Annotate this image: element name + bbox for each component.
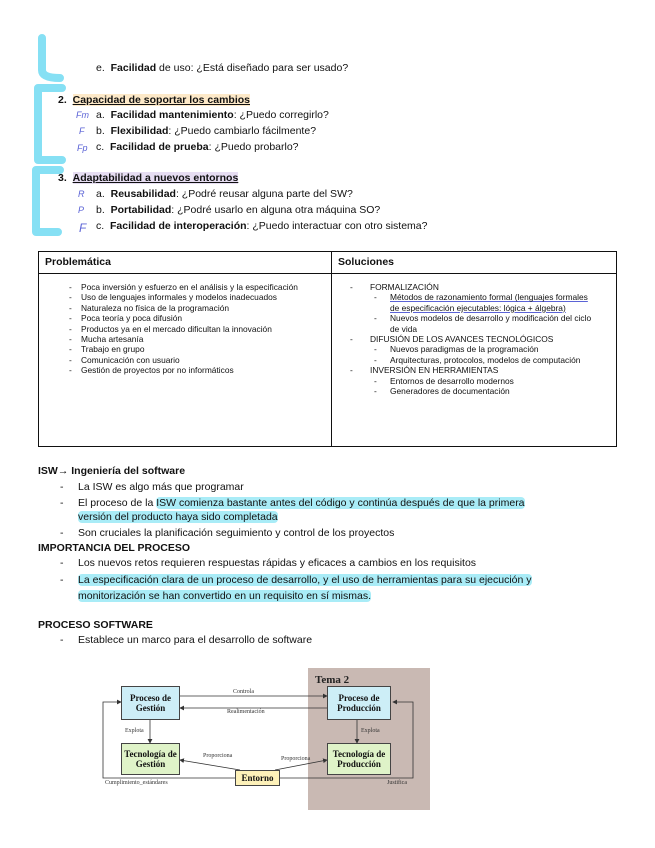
dash: - — [60, 634, 64, 646]
box-proceso-gestion: Proceso de Gestión — [121, 686, 180, 720]
list-item: - Uso de lenguajes informales y modelos inadecuados — [65, 292, 325, 302]
list-item: - Arquitecturas, protocolos, modelos de computación — [370, 355, 592, 365]
solutions-list — [346, 282, 592, 396]
table-header-solutions: Soluciones — [332, 252, 617, 274]
label-explota-right: Explota — [361, 728, 380, 734]
box-tecnologia-produccion: Tecnología de Producción — [327, 743, 391, 775]
label-controla: Controla — [233, 689, 254, 695]
handwritten-note: Fm — [76, 110, 89, 120]
list-item: c. Facilidad de prueba: ¿Puedo probarlo? — [96, 141, 299, 153]
tema-label: Tema 2 — [315, 674, 350, 686]
list-item: - Poca teoría y poca difusión — [65, 313, 325, 323]
list-item: - Productos ya en el mercado dificultan la innovación — [65, 324, 325, 334]
list-item: - Nuevos paradigmas de la programación — [370, 344, 592, 354]
dash: - — [60, 574, 64, 586]
table-header-problems: Problemática — [39, 252, 332, 274]
handwritten-note: F — [79, 126, 85, 136]
list-item-e: e. Facilidad de uso: ¿Está diseñado para ser usado? — [96, 62, 349, 74]
list-item: - Comunicación con usuario — [65, 355, 325, 365]
list-item: a. Reusabilidad: ¿Podré reusar alguna parte del SW? — [96, 188, 353, 200]
dash: - — [60, 527, 64, 539]
list-item: b. Flexibilidad: ¿Puedo cambiarlo fácilmente? — [96, 125, 317, 137]
label-proporciona-right: Proporciona — [281, 756, 311, 762]
handwritten-note: F — [79, 221, 87, 235]
list-item: - FORMALIZACIÓN — [346, 282, 592, 292]
proceso-heading: PROCESO SOFTWARE — [38, 619, 153, 631]
list-item-continuation: monitorización se han convertido en un requisito en sí mismas. — [78, 590, 371, 602]
list-item: La ISW es algo más que programar — [78, 481, 244, 493]
list-item: El proceso de la ISW comienza bastante antes del código y continúa después de que la primera — [78, 497, 525, 509]
list-item: a. Facilidad mantenimiento: ¿Puedo corregirlo? — [96, 109, 329, 121]
list-item: - Nuevos modelos de desarrollo y modificación del ciclo de vida — [370, 313, 592, 334]
box-proceso-produccion: Proceso de Producción — [327, 686, 391, 720]
list-item: c. Facilidad de interoperación: ¿Puedo interactuar con otro sistema? — [96, 220, 428, 232]
list-item-continuation: versión del producto haya sido completada — [78, 511, 278, 523]
process-diagram — [95, 668, 430, 810]
problems-list — [65, 282, 325, 376]
list-item: - Entornos de desarrollo modernos — [370, 376, 592, 386]
list-item: Los nuevos retos requieren respuestas rápidas y eficaces a cambios en los requisitos — [78, 557, 477, 569]
box-tecnologia-gestion: Tecnología de Gestión — [121, 743, 180, 775]
box-entorno: Entorno — [235, 770, 280, 786]
list-item: - INVERSIÓN EN HERRAMIENTAS — [346, 365, 592, 375]
section-2-heading: 2. Capacidad de soportar los cambios — [58, 94, 250, 106]
list-item: La especificación clara de un proceso de desarrollo, y el uso de herramientas para su ejecución y — [78, 574, 532, 586]
list-item: - Mucha artesanía — [65, 334, 325, 344]
list-item: b. Portabilidad: ¿Podré usarlo en alguna otra máquina SO? — [96, 204, 381, 216]
dash: - — [60, 481, 64, 493]
handwritten-note: P — [78, 205, 85, 215]
list-item: - Poca inversión y esfuerzo en el análisis y la especificación — [65, 282, 325, 292]
section-3-heading: 3. Adaptabilidad a nuevos entornos — [58, 172, 239, 184]
label-realimentacion: Realimentación — [227, 709, 265, 715]
label-justifica: Justifica — [387, 780, 407, 786]
isw-heading: ISW→ Ingeniería del software — [38, 465, 186, 477]
label-cumplimiento: Cumplimiento_estándares — [105, 780, 168, 786]
label-explota-left: Explota — [125, 728, 144, 734]
list-item: Establece un marco para el desarrollo de software — [78, 634, 313, 646]
handwritten-note: R — [78, 189, 85, 199]
list-item: - Métodos de razonamiento formal (lenguajes formales de especificación ejecutables: lógica + álgebra) — [370, 292, 592, 313]
problems-solutions-table — [38, 251, 617, 447]
list-item: - Trabajo en grupo — [65, 344, 325, 354]
dash: - — [60, 497, 64, 509]
dash: - — [60, 557, 64, 569]
list-item: - Gestión de proyectos por no informáticos — [65, 365, 325, 375]
list-item: - Generadores de documentación — [370, 386, 592, 396]
list-item: Son cruciales la planificación seguimiento y control de los proyectos — [78, 527, 395, 539]
importancia-heading: IMPORTANCIA DEL PROCESO — [38, 542, 191, 554]
list-item: - Naturaleza no física de la programación — [65, 303, 325, 313]
handwritten-note: Fp — [77, 143, 88, 153]
label-proporciona-left: Proporciona — [203, 753, 233, 759]
list-item: - DIFUSIÓN DE LOS AVANCES TECNOLÓGICOS — [346, 334, 592, 344]
